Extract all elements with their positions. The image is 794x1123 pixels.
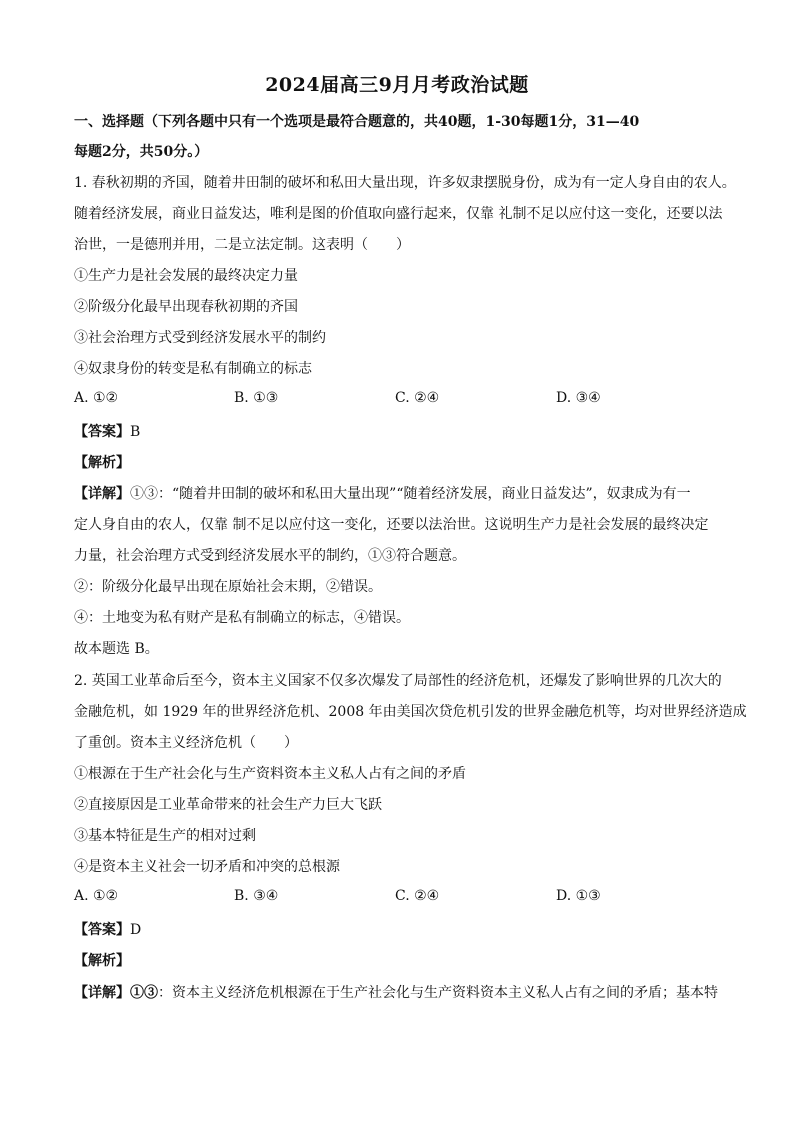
q1-answer-value: B: [130, 424, 141, 440]
q1-detail-line-2: 定人身自由的农人，仅靠 制不足以应付这一变化，还要以法治世。这说明生产力是社会发展的最终决定: [74, 517, 709, 533]
q1-option-d: D. ③④: [556, 390, 601, 406]
q1-detail-text-1: ①③：“随着井田制的破坏和私田大量出现”“随着经济发展，商业日益发达”，奴隶成为有一: [130, 486, 691, 502]
q2-detail-tag: 【详解】: [74, 985, 130, 1001]
q2-detail-text-1: ：资本主义经济危机根源在于生产社会化与生产资料资本主义私人占有之间的矛盾；基本特: [158, 985, 718, 1001]
q1-item-3: ③社会治理方式受到经济发展水平的制约: [74, 330, 326, 346]
q2-item-1: ①根源在于生产社会化与生产资料资本主义私人占有之间的矛盾: [74, 766, 466, 782]
q2-option-b: B. ③④: [234, 888, 279, 904]
q2-item-2: ②直接原因是工业革命带来的社会生产力巨大飞跃: [74, 797, 382, 813]
q2-detail-lead: ①③: [130, 985, 158, 1001]
q1-answer-tag: 【答案】: [74, 424, 130, 440]
q1-stem-line-1: 1. 春秋初期的齐国，随着井田制的破坏和私田大量出现，许多奴隶摆脱身份，成为有一定人身自由的农人。: [74, 175, 736, 191]
section-heading-line-1: 一、选择题（下列各题中只有一个选项是最符合题意的，共40题，1-30每题1分，31—40: [74, 114, 640, 130]
q1-item-4: ④奴隶身份的转变是私有制确立的标志: [74, 361, 312, 377]
q2-answer: [74, 919, 141, 939]
q1-detail-line-4: ②：阶级分化最早出现在原始社会末期，②错误。: [74, 579, 382, 595]
q1-stem-line-2: 随着经济发展，商业日益发达，唯利是图的价值取向盛行起来，仅靠 礼制不足以应付这一变化，还要以法: [74, 206, 723, 222]
q1-detail-tag: 【详解】: [74, 486, 130, 502]
q2-stem-line-2: 金融危机，如 1929 年的世界经济危机、2008 年由美国次贷危机引发的世界金融危机等，均对世界经济造成: [74, 704, 747, 720]
q2-analysis-tag: 【解析】: [74, 953, 130, 969]
page-title: 2024届高三9月月考政治试题: [265, 74, 529, 96]
q2-answer-value: D: [130, 922, 142, 938]
q1-stem-line-3: 治世，一是德刑并用，二是立法定制。这表明（ ）: [74, 237, 410, 253]
q2-item-3: ③基本特征是生产的相对过剩: [74, 828, 256, 844]
q1-conclusion: 故本题选 B。: [74, 641, 159, 657]
q2-stem-line-3: 了重创。资本主义经济危机（ ）: [74, 735, 298, 751]
q2-stem-line-1: 2. 英国工业革命后至今，资本主义国家不仅多次爆发了局部性的经济危机，还爆发了影响世界的几次大的: [74, 673, 722, 689]
q2-item-4: ④是资本主义社会一切矛盾和冲突的总根源: [74, 859, 340, 875]
q1-analysis-tag: 【解析】: [74, 455, 130, 471]
q1-answer: [74, 421, 140, 441]
q2-answer-tag: 【答案】: [74, 922, 130, 938]
q1-item-1: ①生产力是社会发展的最终决定力量: [74, 268, 298, 284]
q2-detail-line-1: [74, 982, 718, 1002]
section-heading-line-2: 每题2分，共50分。）: [74, 144, 209, 160]
q2-option-d: D. ①③: [556, 888, 601, 904]
q1-option-b: B. ①③: [234, 390, 279, 406]
q1-detail-line-1: [74, 483, 691, 503]
q2-option-c: C. ②④: [395, 888, 440, 904]
q1-option-c: C. ②④: [395, 390, 440, 406]
q1-item-2: ②阶级分化最早出现春秋初期的齐国: [74, 299, 298, 315]
q1-detail-line-3: 力量，社会治理方式受到经济发展水平的制约，①③符合题意。: [74, 548, 466, 564]
q1-option-a: A. ①②: [74, 390, 119, 406]
q2-option-a: A. ①②: [74, 888, 119, 904]
q1-detail-line-5: ④：土地变为私有财产是私有制确立的标志，④错误。: [74, 610, 410, 626]
